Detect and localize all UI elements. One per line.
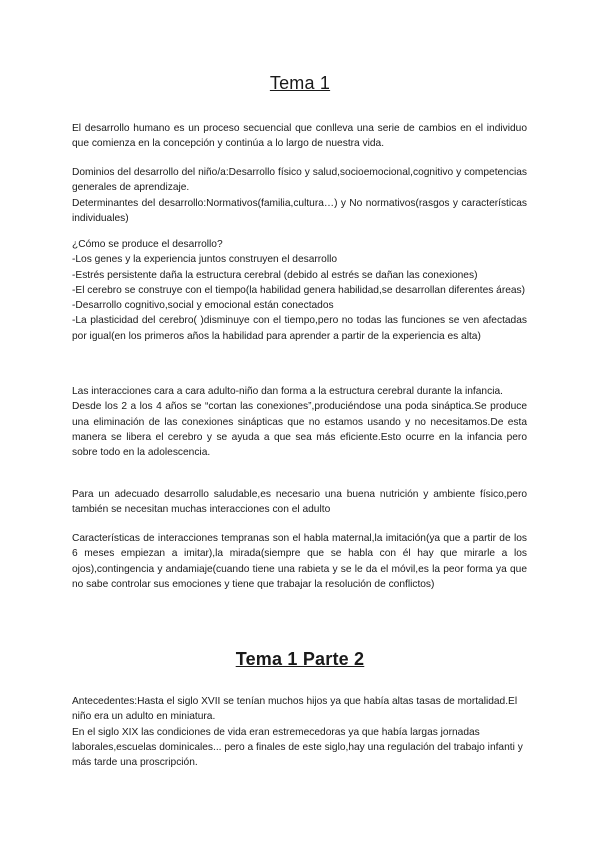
section-title-tema-1-parte-2: Tema 1 Parte 2 xyxy=(235,649,365,669)
paragraph-definition: El desarrollo humano es un proceso secuencial que conlleva una serie de cambios en el individuo que comienza en la concepción y continúa a lo largo de nuestra vida. xyxy=(72,123,527,150)
paragraph-how-development-happens: ¿Cómo se produce el desarrollo? -Los genes y la experiencia juntos construyen el desarrollo -Estrés persistente daña la estructura cerebral (debido al estrés se dañan las conexiones) -El cerebro se construye con el tiempo(la habilidad genera habilidad,se desarrollan diferentes áreas) -Desarrollo cognitivo,social y emocional están conectados -La plasticidad del cerebro( )disminuye con el tiempo,pero no todas las funciones se ven afectadas por igual(en los primeros años la habilidad para aprender a partir de la experiencia es alta) xyxy=(72,239,527,342)
section-title-tema-1: Tema 1 xyxy=(269,73,331,93)
paragraph-healthy-development: Para un adecuado desarrollo saludable,es necesario una buena nutrición y ambiente físico,pero también se necesitan muchas interacciones con el adulto xyxy=(72,489,527,516)
paragraph-early-interactions: Características de interacciones tempranas son el habla maternal,la imitación(ya que a partir de los 6 meses empiezan a imitar),la mirada(siempre que se habla con él hay que mirarle a los ojos),contingencia y andamiaje(cuando tiene una rabieta y se le da el móvil,es la peor forma ya que no sabe controlar sus emociones y tiene que trabajar la resolución de conflictos) xyxy=(72,533,527,590)
paragraph-antecedents: Antecedentes:Hasta el siglo XVII se tenían muchos hijos ya que había altas tasas de mortalidad.El niño era un adulto en miniatura. En el siglo XIX las condiciones de vida eran estremecedoras ya que había largas jornadas laborales,escuelas dominicales... pero a finales de este siglo,hay una regulación del trabajo infanti y más tarde una proscripción. xyxy=(72,696,523,769)
paragraph-domains-determinants: Dominios del desarrollo del niño/a:Desarrollo físico y salud,socioemocional,cognitivo y competencias generales de aprendizaje. Determinantes del desarrollo:Normativos(familia,cultura…) y No normativos(rasgos y características individuales) xyxy=(72,167,527,224)
paragraph-interactions-synaptic-pruning: Las interacciones cara a cara adulto-niño dan forma a la estructura cerebral durante la infancia. Desde los 2 a los 4 años se “cortan las conexiones”,produciéndose una poda sináptica.Se produce una eliminación de las conexiones sinápticas que no estamos usando y no necesitamos.De esta manera se libera el cerebro y se ayuda a que sea más eficiente.Esto ocurre en la infancia pero sobre todo en la adolescencia. xyxy=(72,386,527,459)
